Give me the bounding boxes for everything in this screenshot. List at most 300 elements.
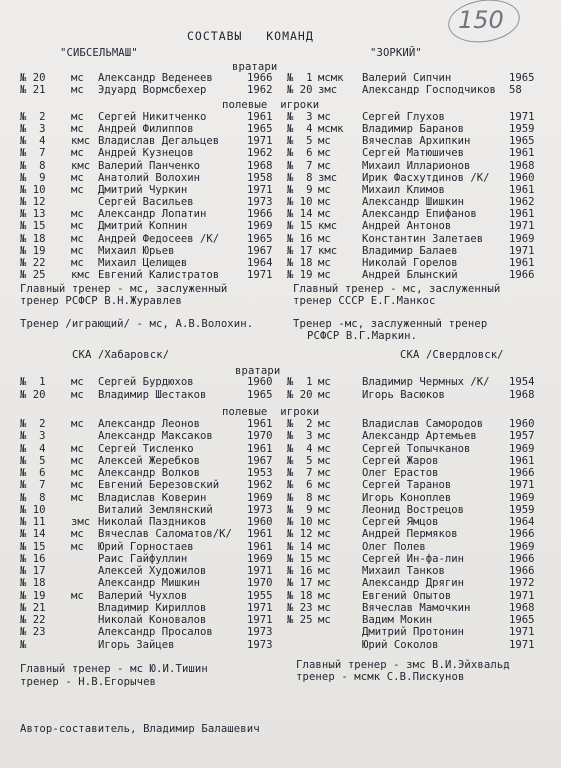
roster-cell-rn: № 12 (287, 528, 313, 541)
roster-cell-rname: Александр Шишкин (362, 196, 465, 209)
author-credit: Автор-составитель, Владимир Балашевич (20, 723, 260, 735)
roster-cell-ly: 1973 (247, 196, 273, 209)
roster-cell-ry: 1966 (509, 467, 535, 479)
roster-cell-ry: 1968 (509, 601, 535, 614)
roster-row (0, 220, 561, 232)
roster-cell-lname: Дмитрий Копнин (98, 220, 188, 233)
roster-cell-lr: кмс (71, 159, 91, 172)
roster-cell-ly: 1973 (247, 626, 273, 639)
roster-cell-ry: 1971 (509, 638, 535, 651)
roster-row (0, 196, 561, 208)
roster-row (0, 430, 561, 442)
roster-cell-rr: мс (318, 540, 331, 553)
roster-cell-ly: 1969 (247, 220, 273, 233)
roster-row (0, 467, 561, 479)
roster-cell-lr: мс (71, 454, 84, 467)
coach-ska-sverdlovsk-line2: тренер - мсмк С.В.Пискунов (296, 671, 465, 683)
roster-cell-rn: № 10 (287, 196, 313, 209)
roster-cell-lname: Алексей Жеребков (98, 454, 201, 467)
roster-cell-ly: 1961 (247, 442, 273, 455)
roster-cell-rr: мс (318, 577, 331, 590)
roster-cell-lname: Николай Коновалов (98, 614, 207, 626)
roster-cell-rr: мс (318, 147, 331, 160)
roster-cell-rn: № 4 (287, 123, 313, 136)
roster-row (0, 626, 561, 638)
roster-cell-rr: мс (318, 232, 331, 245)
roster-cell-ln: № 25 (20, 268, 46, 281)
team-name-sibselmash: "СИБСЕЛЬМАШ" (60, 47, 138, 59)
roster-cell-ry: 1971 (509, 626, 535, 639)
roster-cell-rr: змс (318, 84, 338, 96)
roster-cell-rname: Игорь Васюков (362, 388, 445, 401)
roster-cell-ly: 1965 (247, 388, 273, 401)
roster-row (0, 565, 561, 577)
roster-cell-rr: мсмк (318, 123, 344, 136)
roster-cell-rn: № 23 (287, 601, 313, 614)
roster-cell-rname: Евгений Опытов (362, 589, 452, 602)
roster-cell-rn: № 9 (287, 183, 313, 196)
roster-cell-ry: 1965 (509, 614, 535, 626)
coach-zorkiy-line3: Тренер -мс, заслуженный тренер (293, 318, 488, 330)
roster-cell-rname: Сергей Ин-фа-лин (362, 552, 465, 565)
roster-cell-ln: № 1 (20, 376, 46, 388)
roster-cell-ly: 1971 (247, 565, 273, 577)
roster-cell-lr: мс (71, 208, 84, 221)
roster-cell-ln: № 10 (20, 183, 46, 196)
roster-cell-lr: мс (71, 479, 84, 492)
playing-coach: Тренер /играющий/ - мс, А.В.Волохин. (20, 318, 254, 330)
roster-cell-ly: 1967 (247, 244, 273, 257)
roster-row (0, 639, 561, 651)
field-players-label-2: полевые игроки (222, 406, 320, 418)
roster-cell-lr: мс (71, 84, 84, 96)
roster-cell-lname: Эдуард Вормсбехер (98, 84, 207, 96)
roster-cell-lname: Александр Веденеев (98, 72, 213, 84)
roster-cell-rr: мс (318, 111, 331, 123)
roster-cell-ln: № 15 (20, 220, 46, 233)
roster-cell-rname: Александр Дрягин (362, 577, 465, 590)
roster-row (0, 577, 561, 589)
roster-cell-ly: 1973 (247, 638, 273, 651)
roster-cell-lr: мс (71, 183, 84, 196)
roster-cell-ry: 1968 (509, 159, 535, 172)
roster-row (0, 614, 561, 626)
coach-zorkiy-line4: РСФСР В.Г.Маркин. (307, 330, 418, 342)
roster-cell-rn: № 18 (287, 589, 313, 602)
roster-cell-rr: мс (318, 430, 331, 443)
roster-cell-rname: Сергей Таранов (362, 479, 452, 492)
roster-cell-lname: Александр Максаков (98, 430, 213, 443)
roster-cell-rname: Александр Господчиков (362, 84, 496, 96)
roster-cell-ry: 1961 (509, 147, 535, 160)
roster-cell-rn: № 3 (287, 430, 313, 443)
roster-cell-rname: Сергей Топычканов (362, 442, 471, 455)
roster-row (0, 72, 561, 84)
roster-cell-ly: 1961 (247, 111, 273, 123)
roster-cell-lname: Александр Лопатин (98, 208, 207, 221)
roster-cell-lname: Евгений Березовский (98, 479, 220, 492)
coach-zorkiy-line2: тренер СССР Е.Г.Манкос (293, 295, 436, 307)
roster-cell-lr: мс (71, 111, 84, 123)
roster-cell-ry: 1959 (509, 123, 535, 136)
roster-cell-ln: № 19 (20, 244, 46, 257)
roster-cell-rr: мс (318, 467, 331, 479)
roster-cell-ry: 1969 (509, 442, 535, 455)
roster-cell-ln: № 3 (20, 430, 46, 443)
roster-cell-rname: Андрей Блынский (362, 268, 458, 281)
roster-cell-ry: 1960 (509, 171, 535, 184)
roster-cell-ln: № 22 (20, 614, 46, 626)
roster-cell-lr: мс (71, 589, 84, 602)
roster-cell-lname: Алексей Художилов (98, 565, 207, 577)
roster-cell-rn: № 2 (287, 418, 313, 430)
roster-cell-lname: Евгений Калистратов (98, 268, 220, 281)
roster-cell-lr: мс (71, 123, 84, 136)
roster-cell-ln: № 4 (20, 135, 46, 148)
roster-cell-ry: 1966 (509, 268, 535, 281)
roster-cell-ln: № 18 (20, 232, 46, 245)
roster-cell-ly: 1962 (247, 479, 273, 492)
roster-cell-ln: № 8 (20, 491, 46, 504)
roster-cell-ln: № 19 (20, 589, 46, 602)
roster-cell-rr: мс (318, 528, 331, 541)
roster-cell-rr: мс (318, 589, 331, 602)
roster-cell-lr: мс (71, 540, 84, 553)
roster-row (0, 135, 561, 147)
roster-cell-rname: Валерий Сипчин (362, 72, 452, 84)
roster-cell-ly: 1973 (247, 503, 273, 516)
roster-cell-lname: Андрей Филиппов (98, 123, 194, 136)
roster-cell-lname: Николай Паздников (98, 516, 207, 528)
roster-cell-rname: Вячеслав Архипкин (362, 135, 471, 148)
roster-cell-lname: Владислав Коверин (98, 491, 207, 504)
roster-cell-lname: Александр Волков (98, 467, 201, 479)
roster-row (0, 590, 561, 602)
roster-cell-rr: мс (318, 491, 331, 504)
roster-cell-rname: Андрей Антонов (362, 220, 452, 233)
roster-cell-lname: Михаил Юрьев (98, 244, 175, 257)
roster-cell-rname: Ирик Фасхутдинов /К/ (362, 171, 490, 184)
roster-cell-lname: Виталий Землянский (98, 503, 213, 516)
roster-cell-rn: № 17 (287, 244, 313, 257)
roster-cell-ln: № 17 (20, 565, 46, 577)
roster-cell-rr: мс (318, 565, 331, 577)
roster-cell-ly: 1966 (247, 72, 273, 84)
roster-cell-rname: Константин Залетаев (362, 232, 484, 245)
roster-cell-ly: 1970 (247, 430, 273, 443)
roster-cell-ry: 1966 (509, 528, 535, 541)
roster-cell-rname: Юрий Соколов (362, 638, 439, 651)
roster-row (0, 528, 561, 540)
team-name-ska-sverdlovsk: СКА /Свердловск/ (400, 349, 504, 361)
roster-cell-ln: № 2 (20, 111, 46, 123)
roster-row (0, 208, 561, 220)
roster-row (0, 172, 561, 184)
roster-cell-rname: Леонид Вострецов (362, 503, 465, 516)
roster-cell-lr: кмс (71, 135, 91, 148)
roster-cell-rname: Игорь Коноплев (362, 491, 452, 504)
roster-cell-lr: мс (71, 232, 84, 245)
roster-cell-rr: змс (318, 171, 338, 184)
roster-cell-ln: № 9 (20, 171, 46, 184)
roster-cell-rn: № 7 (287, 159, 313, 172)
roster-cell-ln: № (20, 638, 27, 651)
roster-cell-rn: № 14 (287, 208, 313, 221)
roster-cell-lr: мс (71, 72, 84, 84)
roster-cell-ry: 58 (509, 84, 522, 96)
roster-cell-ly: 1961 (247, 540, 273, 553)
roster-cell-ry: 1962 (509, 196, 535, 209)
roster-cell-rn: № 5 (287, 454, 313, 467)
roster-cell-rr: мс (318, 208, 331, 221)
roster-cell-ln: № 12 (20, 196, 46, 209)
roster-cell-ln: № 23 (20, 626, 46, 639)
roster-row (0, 376, 561, 388)
roster-cell-rr: мс (318, 388, 331, 401)
team-name-ska-khabarovsk: СКА /Хабаровск/ (72, 349, 170, 361)
roster-cell-lname: Раис Гайфуллин (98, 552, 188, 565)
roster-cell-ly: 1969 (247, 491, 273, 504)
goalkeepers-label: вратари (232, 61, 278, 73)
roster-cell-rr: мс (318, 268, 331, 281)
roster-row (0, 84, 561, 96)
roster-row (0, 147, 561, 159)
roster-cell-ly: 1967 (247, 454, 273, 467)
roster-cell-ly: 1965 (247, 123, 273, 136)
roster-cell-rr: мс (318, 135, 331, 148)
roster-cell-lr: мс (71, 467, 84, 479)
roster-cell-ln: № 7 (20, 479, 46, 492)
roster-cell-rname: Олег Ерастов (362, 467, 439, 479)
roster-cell-ly: 1958 (247, 171, 273, 184)
roster-cell-rn: № 15 (287, 552, 313, 565)
roster-cell-rname: Олег Полев (362, 540, 426, 553)
roster-cell-ln: № 7 (20, 147, 46, 160)
roster-row (0, 418, 561, 430)
roster-cell-ry: 1957 (509, 430, 535, 443)
roster-row (0, 602, 561, 614)
roster-cell-lr: мс (71, 528, 84, 541)
roster-row (0, 111, 561, 123)
roster-cell-lr: мс (71, 376, 84, 388)
roster-cell-ly: 1971 (247, 601, 273, 614)
roster-cell-rr: мс (318, 552, 331, 565)
roster-cell-ry: 1959 (509, 503, 535, 516)
roster-cell-rr: мс (318, 196, 331, 209)
roster-cell-ry: 1968 (509, 388, 535, 401)
roster-cell-rn: № 16 (287, 232, 313, 245)
roster-cell-lname: Анатолий Волохин (98, 171, 201, 184)
roster-cell-rname: Вячеслав Мамочкин (362, 601, 471, 614)
roster-cell-lr: мс (71, 491, 84, 504)
roster-cell-ly: 1961 (247, 528, 273, 541)
roster-row (0, 504, 561, 516)
roster-cell-rname: Михаил Илларионов (362, 159, 471, 172)
roster-cell-rr: мс (318, 454, 331, 467)
roster-cell-ry: 1969 (509, 232, 535, 245)
roster-cell-ln: № 21 (20, 601, 46, 614)
roster-cell-ln: № 10 (20, 503, 46, 516)
roster-cell-rn: № 8 (287, 491, 313, 504)
roster-row (0, 233, 561, 245)
roster-cell-rn: № 9 (287, 503, 313, 516)
roster-cell-rname: Сергей Жаров (362, 454, 439, 467)
roster-cell-ln: № 3 (20, 123, 46, 136)
roster-cell-ly: 1955 (247, 589, 273, 602)
roster-cell-ly: 1968 (247, 159, 273, 172)
roster-row (0, 553, 561, 565)
roster-cell-ry: 1961 (509, 183, 535, 196)
roster-cell-ly: 1960 (247, 376, 273, 388)
roster-cell-rname: Владимир Балаев (362, 244, 458, 257)
roster-cell-ln: № 6 (20, 467, 46, 479)
roster-cell-rname: Вадим Мокин (362, 614, 433, 626)
roster-cell-rn: № 20 (287, 84, 313, 96)
roster-cell-rn: № 6 (287, 479, 313, 492)
roster-cell-ln: № 22 (20, 256, 46, 269)
roster-cell-lr: кмс (71, 268, 91, 281)
roster-cell-lr: мс (71, 220, 84, 233)
roster-row (0, 257, 561, 269)
roster-cell-rr: мс (318, 442, 331, 455)
roster-cell-rr: мс (318, 503, 331, 516)
roster-cell-lname: Игорь Зайцев (98, 638, 175, 651)
roster-cell-ly: 1969 (247, 552, 273, 565)
roster-cell-rn: № 25 (287, 614, 313, 626)
roster-cell-ry: 1961 (509, 208, 535, 221)
roster-cell-lr: мс (71, 418, 84, 430)
roster-cell-lname: Дмитрий Чуркин (98, 183, 188, 196)
roster-cell-ly: 1962 (247, 84, 273, 96)
roster-row (0, 443, 561, 455)
roster-cell-rname: Владимир Чермных /К/ (362, 376, 490, 388)
roster-cell-ly: 1971 (247, 614, 273, 626)
roster-cell-rn: № 3 (287, 111, 313, 123)
roster-cell-ly: 1961 (247, 418, 273, 430)
roster-cell-ln: № 14 (20, 528, 46, 541)
roster-cell-rn: № 1 (287, 72, 313, 84)
roster-cell-rr: мс (318, 159, 331, 172)
roster-cell-ly: 1971 (247, 183, 273, 196)
roster-cell-lname: Сергей Бурдюхов (98, 376, 194, 388)
roster-cell-lname: Валерий Панченко (98, 159, 201, 172)
roster-cell-rr: мс (318, 256, 331, 269)
roster-cell-lr: мс (71, 442, 84, 455)
roster-cell-rname: Сергей Матюшичев (362, 147, 465, 160)
roster-cell-lname: Валерий Чухлов (98, 589, 188, 602)
roster-cell-rr: мс (318, 418, 331, 430)
roster-cell-rr: мс (318, 183, 331, 196)
roster-cell-rn: № 16 (287, 565, 313, 577)
roster-cell-rn: № 17 (287, 577, 313, 590)
roster-cell-ln: № 18 (20, 577, 46, 590)
roster-cell-ry: 1965 (509, 72, 535, 84)
roster-cell-ry: 1961 (509, 454, 535, 467)
roster-cell-rname: Андрей Пермяков (362, 528, 458, 541)
roster-cell-ln: № 13 (20, 208, 46, 221)
roster-cell-ln: № 8 (20, 159, 46, 172)
roster-cell-rn: № 14 (287, 540, 313, 553)
roster-cell-rr: кмс (318, 220, 338, 233)
roster-cell-rn: № 10 (287, 516, 313, 528)
roster-cell-ln: № 2 (20, 418, 46, 430)
roster-cell-ry: 1954 (509, 376, 535, 388)
roster-cell-ly: 1962 (247, 147, 273, 160)
roster-cell-ly: 1971 (247, 135, 273, 148)
roster-row (0, 516, 561, 528)
roster-cell-rn: № 20 (287, 388, 313, 401)
roster-cell-ry: 1971 (509, 220, 535, 233)
roster-row (0, 479, 561, 491)
page-number-stamp: 150 (458, 6, 504, 34)
roster-cell-ly: 1966 (247, 208, 273, 221)
roster-cell-lname: Андрей Федосеев /К/ (98, 232, 220, 245)
roster-cell-ln: № 5 (20, 454, 46, 467)
roster-cell-rr: мс (318, 614, 331, 626)
roster-cell-rname: Александр Артемьев (362, 430, 477, 443)
roster-row (0, 184, 561, 196)
roster-cell-rn: № 15 (287, 220, 313, 233)
roster-cell-rr: мс (318, 479, 331, 492)
roster-cell-ly: 1953 (247, 467, 273, 479)
roster-cell-lname: Юрий Горностаев (98, 540, 194, 553)
roster-row (0, 245, 561, 257)
roster-cell-rname: Владислав Самородов (362, 418, 484, 430)
roster-cell-ry: 1972 (509, 577, 535, 590)
roster-cell-ry: 1965 (509, 135, 535, 148)
roster-cell-lname: Владимир Шестаков (98, 388, 207, 401)
coach-sibselmash-line2: тренер РСФСР В.Н.Журавлев (20, 295, 182, 307)
roster-cell-ln: № 4 (20, 442, 46, 455)
roster-cell-ry: 1971 (509, 244, 535, 257)
roster-row (0, 541, 561, 553)
roster-row (0, 389, 561, 401)
roster-cell-ry: 1961 (509, 256, 535, 269)
roster-cell-rn: № 18 (287, 256, 313, 269)
page-title: СОСТАВЫ КОМАНД (187, 29, 314, 43)
roster-cell-rn: № 6 (287, 147, 313, 160)
roster-cell-ry: 1969 (509, 540, 535, 553)
roster-cell-ln: № 21 (20, 84, 46, 96)
roster-cell-rn: № 5 (287, 135, 313, 148)
roster-cell-rr: кмс (318, 244, 338, 257)
roster-cell-rr: мсмк (318, 72, 344, 84)
roster-cell-ry: 1971 (509, 589, 535, 602)
roster-cell-rname: Николай Горелов (362, 256, 458, 269)
roster-cell-ly: 1971 (247, 268, 273, 281)
roster-cell-ly: 1965 (247, 232, 273, 245)
roster-cell-ry: 1966 (509, 565, 535, 577)
roster-cell-lr: змс (71, 516, 91, 528)
roster-cell-rr: мс (318, 516, 331, 528)
roster-cell-ly: 1970 (247, 577, 273, 590)
roster-cell-rn: № 1 (287, 376, 313, 388)
roster-cell-rr: мс (318, 601, 331, 614)
roster-cell-lname: Владимир Кириллов (98, 601, 207, 614)
roster-cell-lname: Вячеслав Саломатов/К/ (98, 528, 232, 541)
field-players-label: полевые игроки (222, 99, 320, 111)
roster-cell-ry: 1971 (509, 111, 535, 123)
roster-cell-rname: Михаил Танков (362, 565, 445, 577)
coach-zorkiy-line1: Главный тренер - мс, заслуженный (293, 283, 501, 295)
roster-cell-rname: Владимир Баранов (362, 123, 465, 136)
roster-cell-lr: мс (71, 256, 84, 269)
roster-cell-lr: мс (71, 171, 84, 184)
roster-cell-rname: Дмитрий Протонин (362, 626, 465, 639)
coach-ska-khabarovsk-line1: Главный тренер - мс Ю.И.Тишин (20, 663, 208, 675)
roster-cell-lname: Александр Леонов (98, 418, 201, 430)
roster-cell-rn: № 19 (287, 268, 313, 281)
